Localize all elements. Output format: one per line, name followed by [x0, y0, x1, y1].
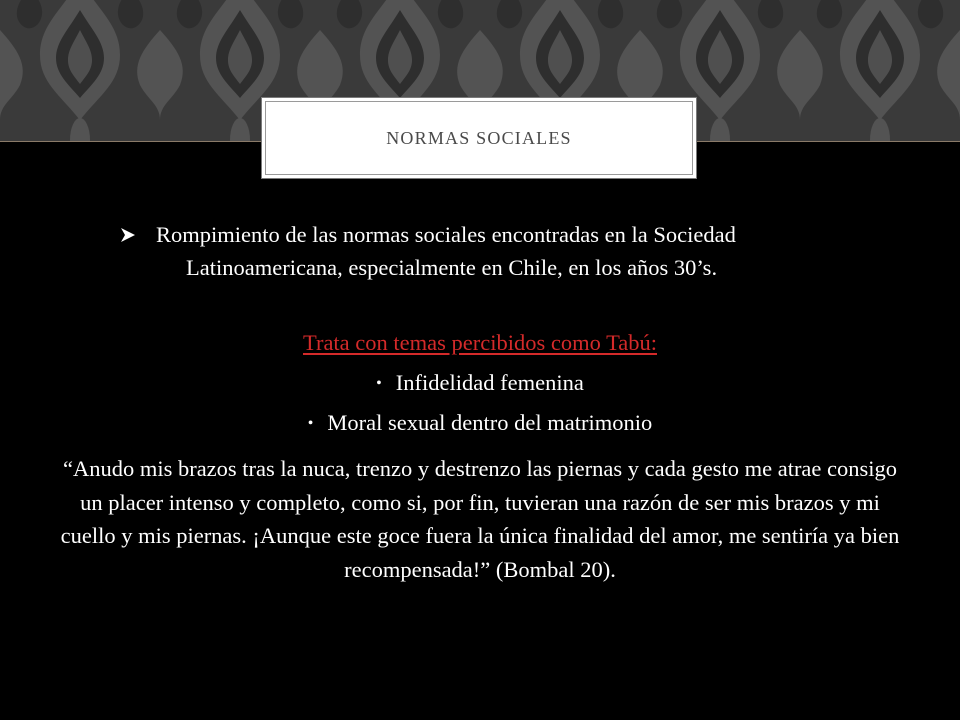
sub-item-text: Moral sexual dentro del matrimonio: [327, 410, 653, 435]
dot-bullet-icon: •: [307, 415, 314, 432]
slide-title: NORMAS SOCIALES: [386, 127, 572, 148]
subheading: [0, 330, 960, 356]
bullet-text-line-2: Latinoamericana, especialmente en Chile, en los años 30’s.: [186, 255, 718, 280]
sub-item: [0, 370, 960, 396]
bullet-text-line-1: Rompimiento de las normas sociales encontradas en la Sociedad: [156, 222, 736, 247]
dot-bullet-icon: •: [376, 375, 382, 392]
title-box: [261, 97, 697, 179]
subheading-text: Trata con temas percibidos como Tabú:: [303, 330, 657, 355]
sub-item-text: Infidelidad femenina: [395, 370, 584, 395]
sub-item: [0, 410, 960, 436]
quote-paragraph: “Anudo mis brazos tras la nuca, trenzo y destrenzo las piernas y cada gesto me atrae consigo un placer intenso y completo, como si, por fin, tuvieran una razón de ser mis brazos y mi cuello y mis piernas. ¡Aunque este goce fuera la única finalidad del amor, me sentiría ya bien recompensada!” (Bombal 20).: [60, 456, 900, 582]
